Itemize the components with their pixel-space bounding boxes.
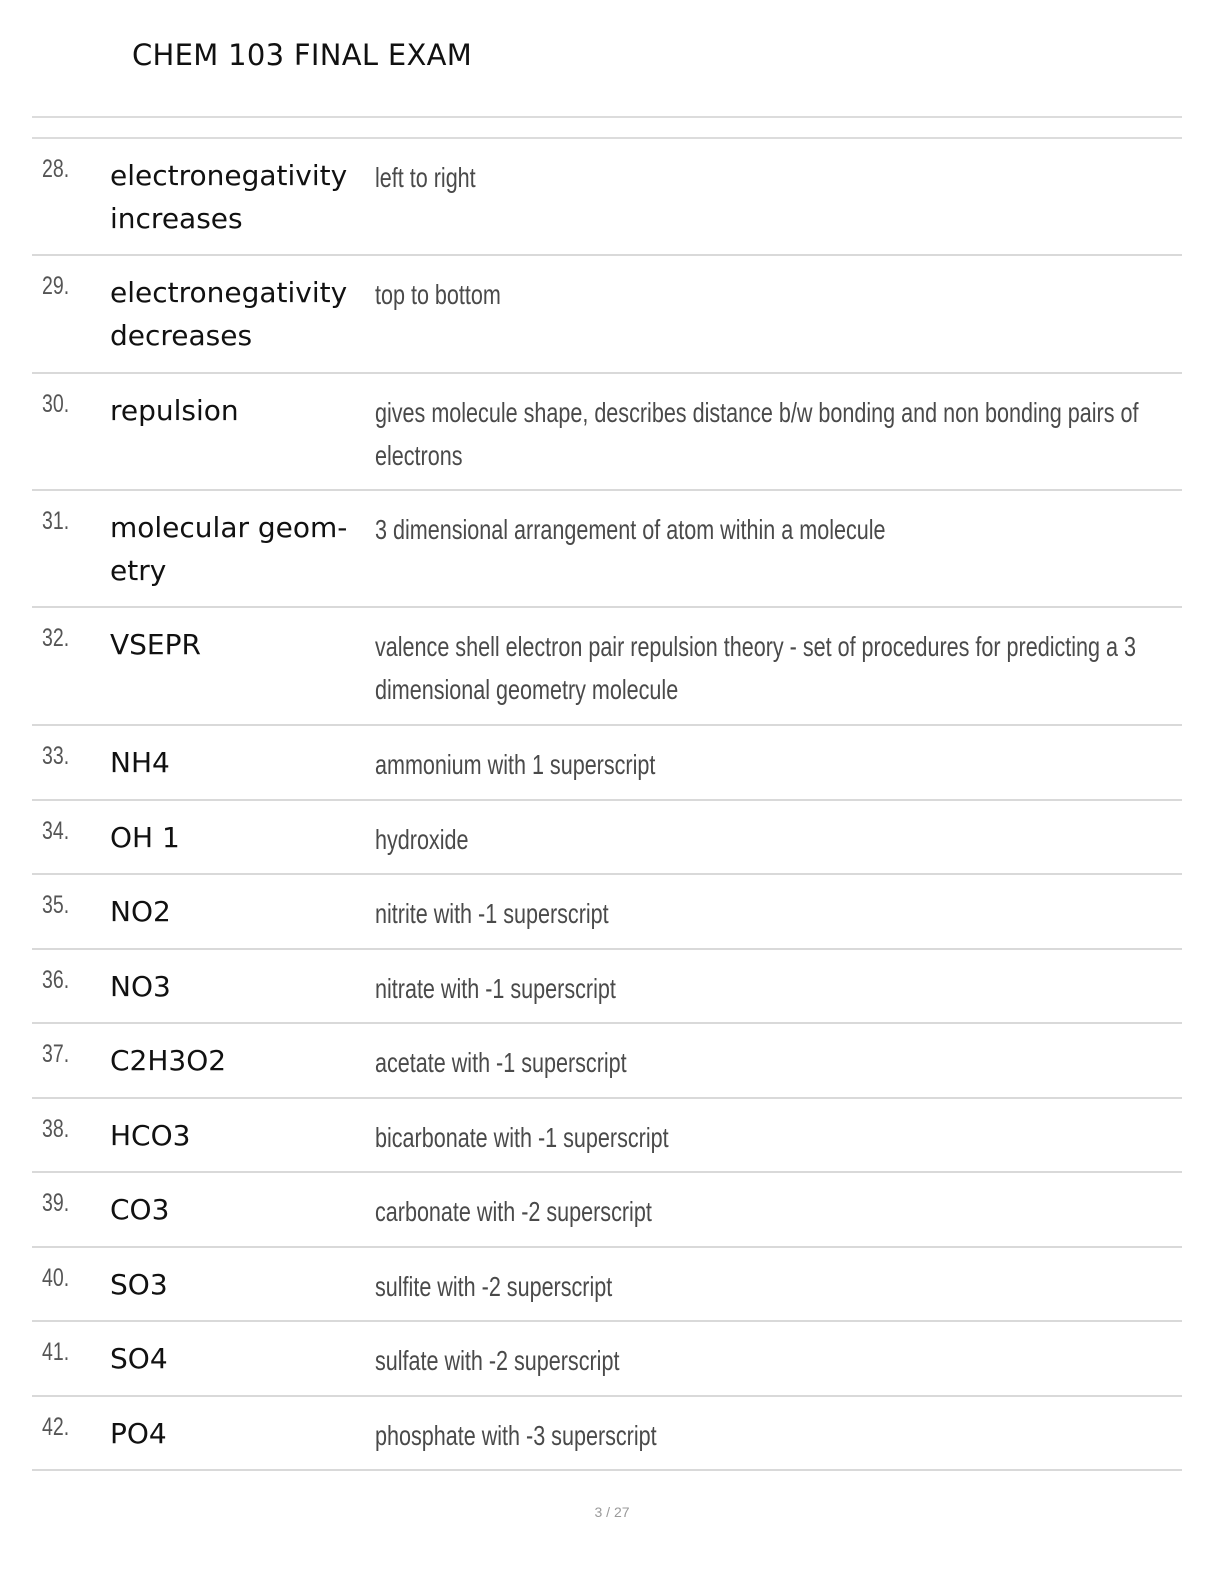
card-definition: left to right [375,162,476,193]
card-row [32,1248,1182,1322]
card-definition: valence shell electron pair repulsion theory - set of procedures for predicting a 3 dimensional geometry molecule [375,631,1137,705]
card-definition: 3 dimensional arrangement of atom within a molecule [375,514,886,545]
card-number: 30. [42,390,70,418]
card-term: CO3 [110,1193,170,1226]
card-term: electronegativity increases [110,159,348,235]
card-row [32,374,1182,491]
card-number: 35. [42,891,70,919]
card-row [32,139,1182,256]
card-row [32,491,1182,608]
card-term: NO2 [110,895,171,928]
card-term: electronegativity decreases [110,276,348,352]
card-term: repulsion [110,394,239,427]
card-term: NH4 [110,746,170,779]
card-definition: nitrate with -1 superscript [375,973,616,1004]
card-definition: sulfate with -2 superscript [375,1345,620,1376]
card-number: 28. [42,155,70,183]
card-number: 40. [42,1264,70,1292]
card-number: 31. [42,507,70,535]
card-term: HCO3 [110,1119,191,1152]
card-number: 37. [42,1040,70,1068]
card-term: C2H3O2 [110,1044,227,1077]
card-number: 39. [42,1189,70,1217]
card-row [32,256,1182,374]
card-row [32,608,1182,726]
card-definition: nitrite with -1 superscript [375,898,609,929]
card-term: SO3 [110,1268,168,1301]
document-title: CHEM 103 FINAL EXAM [132,38,473,72]
card-number: 29. [42,272,70,300]
card-row [32,801,1182,875]
card-definition: gives molecule shape, describes distance b/w bonding and non bonding pairs of electrons [375,397,1139,471]
card-term: VSEPR [110,628,201,661]
card-number: 34. [42,817,70,845]
card-term: PO4 [110,1417,167,1450]
card-row [32,1024,1182,1099]
card-definition: phosphate with -3 superscript [375,1420,657,1451]
card-definition: carbonate with -2 superscript [375,1196,652,1227]
card-number: 33. [42,742,70,770]
card-term: NO3 [110,970,171,1003]
card-row [32,1322,1182,1397]
card-row [32,1397,1182,1471]
page-indicator: 3 / 27 [594,1504,630,1520]
card-number: 41. [42,1338,70,1366]
card-definition: top to bottom [375,279,501,310]
card-number: 32. [42,624,70,652]
card-definition: sulfite with -2 superscript [375,1271,613,1302]
card-definition: acetate with -1 superscript [375,1047,627,1078]
card-definition: bicarbonate with -1 superscript [375,1122,669,1153]
card-term: molecular geom-etry [110,511,348,587]
card-definition: ammonium with 1 superscript [375,749,656,780]
flashcard-list [32,139,1182,1471]
card-number: 38. [42,1115,70,1143]
card-definition: hydroxide [375,824,469,855]
card-row [32,1173,1182,1248]
card-term: OH 1 [110,821,180,854]
card-term: SO4 [110,1342,168,1375]
header-divider [32,116,1182,118]
card-number: 36. [42,966,70,994]
card-row [32,726,1182,801]
card-row [32,1099,1182,1173]
card-row [32,875,1182,950]
card-row [32,950,1182,1024]
card-number: 42. [42,1413,70,1441]
